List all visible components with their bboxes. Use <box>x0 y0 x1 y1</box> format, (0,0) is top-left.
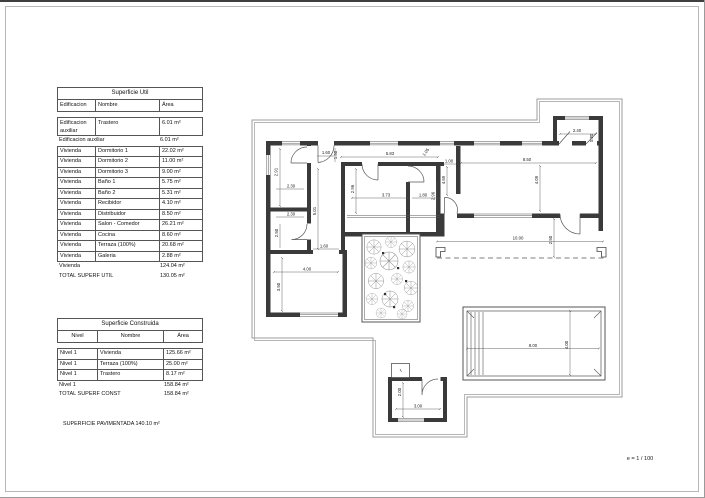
dimension-label: 2.96 <box>430 191 436 201</box>
dimension-label: 4.09 <box>534 175 539 185</box>
table-row: Vivienda Dormitorio 2 11.00 m² <box>58 156 202 167</box>
table-row: Vivienda Baño 1 5.75 m² <box>58 177 202 188</box>
dimension-label: 1.05 <box>421 147 431 158</box>
table-row: Vivienda Distribuidor 8.50 m² <box>58 209 202 220</box>
col-header: Nivel <box>71 333 84 339</box>
table-total-row: TOTAL SUPERF UTIL 130.05 m² <box>59 272 185 279</box>
dimension-label: 2.30 <box>286 211 296 217</box>
dimension-label: 2.00 <box>397 387 402 397</box>
col-header: Nombre <box>95 100 159 111</box>
dimension-label: 5.83 <box>385 151 395 156</box>
dimension-label: 1.60 <box>319 243 329 249</box>
dimension-label: 1.50 <box>333 150 338 160</box>
table-row: Vivienda Terraza (100%) 20.68 m² <box>58 240 202 251</box>
dimension-label: 3.50 <box>276 282 281 292</box>
dimension-label: 4.69 <box>441 175 446 185</box>
col-header: Edificacion <box>60 102 87 108</box>
dimension-label: 1.60 <box>321 150 331 155</box>
col-header: Nombre <box>97 331 163 342</box>
table-subtotal-row: Edificacion auxiliar 6.01 m² <box>59 137 179 143</box>
table-row: Vivienda Dormitorio 1 22.02 m² <box>58 147 202 157</box>
gravel-planting-bed <box>362 234 420 322</box>
table-row: Vivienda Salon - Comedor 26.21 m² <box>58 219 202 230</box>
dimension-label: 5.01 <box>312 206 317 216</box>
table-subtotal-row: Nivel 1 158.84 m² <box>59 381 189 388</box>
dimension-label: 2.96 <box>350 184 355 194</box>
dimension-label: 1.20 <box>589 133 594 143</box>
dimension-label: 8.00 <box>528 343 538 348</box>
table-total-row: TOTAL SUPERF CONST 158.84 m² <box>59 391 189 397</box>
dimension-label: 1.00 <box>444 158 454 164</box>
dimension-label: 8.50 <box>522 157 532 162</box>
table-row: Vivienda Baño 2 5.31 m² <box>58 188 202 199</box>
dimension-label: 2.50 <box>548 235 553 245</box>
scale-label: e = 1 / 100 <box>626 456 654 462</box>
table-row: Vivienda Dormitorio 3 9.00 m² <box>58 167 202 178</box>
col-header: Área <box>159 100 202 111</box>
table-row: Vivienda Galeria 2.88 m² <box>58 251 202 262</box>
dimension-label: 3.73 <box>381 192 391 198</box>
table-row: Vivienda Cocina 8.60 m² <box>58 230 202 241</box>
table-title: Superficie Construida <box>57 318 203 331</box>
dimension-label: 2.30 <box>286 183 296 189</box>
terrace-edge <box>347 216 440 218</box>
house-walls <box>266 116 603 317</box>
dimension-label: 2.91 <box>273 167 279 177</box>
col-header: Área <box>163 331 202 342</box>
table-row: Vivienda Recibidor 4.10 m² <box>58 198 202 209</box>
paving-note: SUPERFICIE PAVIMENTADA 140.10 m² <box>63 421 160 427</box>
table-row: Nivel 1 Terraza (100%) 25.00 m² <box>58 359 202 370</box>
table-title: Superficie Util <box>57 87 203 100</box>
dimension-label: 4.00 <box>302 266 312 272</box>
table-row: Nivel 1 Trastero 8.17 m² <box>58 369 202 380</box>
table-row: Nivel 1 Vivienda 125.66 m² <box>58 349 202 359</box>
dimension-label: 2.40 <box>572 128 582 133</box>
pergola-dashed-line <box>436 248 606 259</box>
dimension-label: 2.50 <box>274 228 279 238</box>
dimension-label: 4.00 <box>564 340 569 350</box>
table-row: Edificacion auxiliar Trastero 6.01 m² <box>58 118 202 135</box>
dimension-label: 10.00 <box>512 235 524 241</box>
table-subtotal-row: Vivienda 124.04 m² <box>59 263 185 269</box>
dimension-label: 1.80 <box>418 192 428 198</box>
dimension-label: 3.00 <box>413 403 423 409</box>
